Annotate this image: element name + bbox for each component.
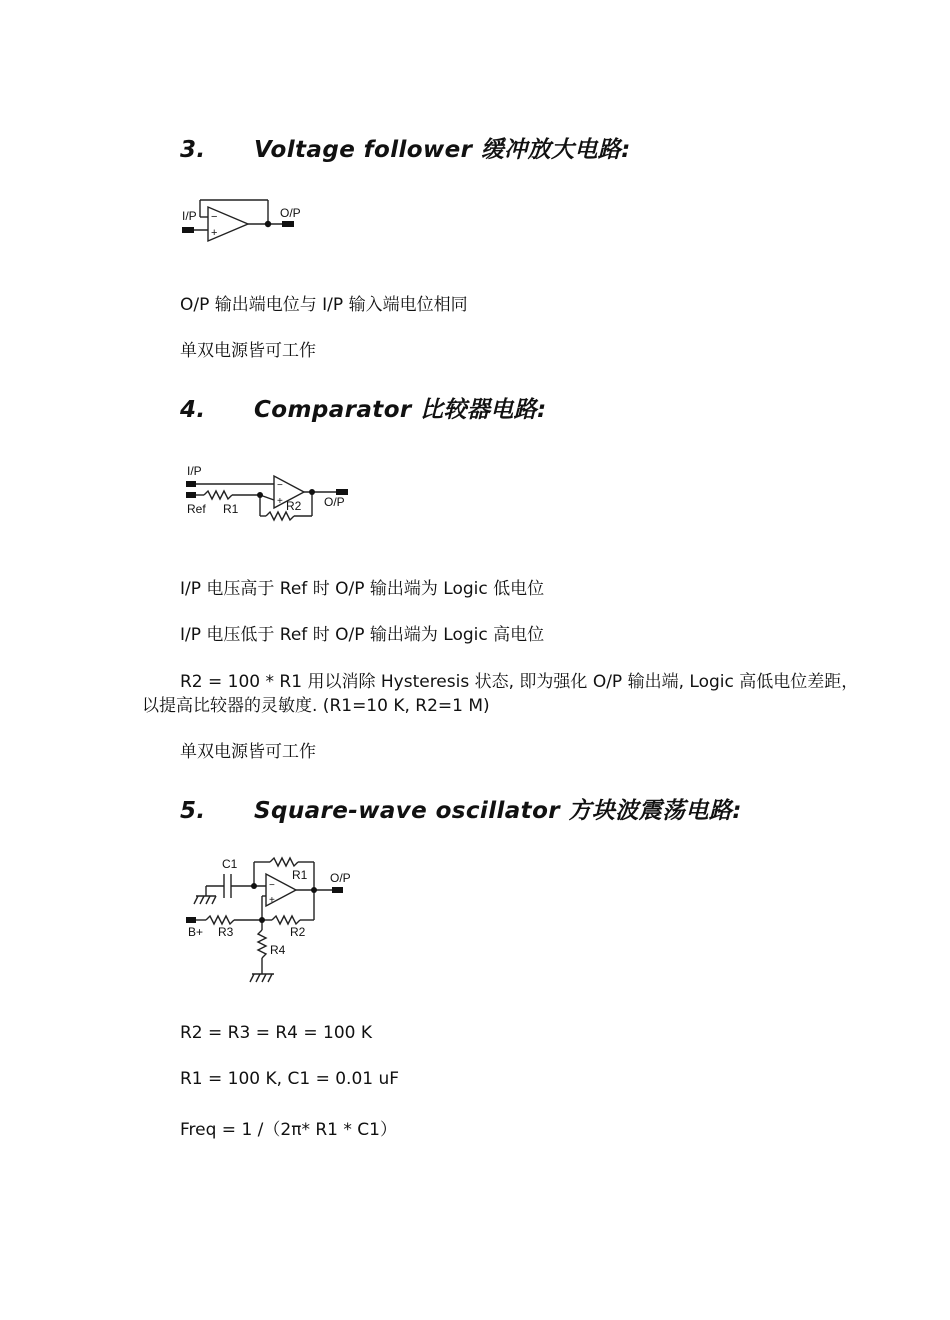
section-5-line-2: R1 = 100 K, C1 = 0.01 uF [180,1069,400,1089]
ref-label: Ref [187,502,206,516]
ip-label: I/P [182,209,197,223]
section-4-line-2: I/P 电压低于 Ref 时 O/P 输出端为 Logic 高电位 [180,625,545,645]
svg-text:+: + [277,496,283,507]
svg-text:−: − [277,480,283,491]
section-3-line-2: 单双电源皆可工作 [180,341,316,361]
r1-label: R1 [223,502,239,516]
r2-label: R2 [290,925,306,939]
ip-label: I/P [187,464,202,478]
op-label: O/P [280,206,301,220]
voltage-follower-diagram [178,195,313,245]
svg-text:−: − [269,880,275,891]
section-4-line-5: 单双电源皆可工作 [180,742,316,762]
bplus-label: B+ [188,925,204,939]
section-3-number: 3. [180,137,206,163]
section-5-number: 5. [180,798,206,824]
section-3-heading [180,131,631,164]
svg-text:−: − [211,211,218,223]
section-4-heading [180,391,547,424]
section-4-title: Comparator 比较器电路: [254,397,547,423]
section-5-title: Square-wave oscillator 方块波震荡电路: [254,798,742,824]
section-3-title: Voltage follower 缓冲放大电路: [254,137,631,163]
svg-text:+: + [269,895,275,906]
op-label: O/P [330,871,351,885]
section-5-heading [180,792,742,825]
svg-text:+: + [211,227,218,239]
r2-label: R2 [286,499,302,513]
r4-label: R4 [270,943,286,957]
r1-label: R1 [292,868,308,882]
section-5-line-3: Freq = 1 /（2π* R1 * C1） [180,1120,397,1140]
section-4-line-1: I/P 电压高于 Ref 时 O/P 输出端为 Logic 低电位 [180,579,545,599]
section-3-line-1: O/P 输出端电位与 I/P 输入端电位相同 [180,295,468,315]
c1-label: C1 [222,857,238,871]
comparator-diagram [182,458,357,528]
op-label: O/P [324,495,345,509]
section-4-line-4: 以提高比较器的灵敏度. (R1=10 K, R2=1 M) [142,696,490,716]
section-5-line-1: R2 = R3 = R4 = 100 K [180,1023,373,1043]
square-wave-oscillator-diagram [182,850,362,995]
r3-label: R3 [218,925,234,939]
section-4-line-3: R2 = 100 * R1 用以消除 Hysteresis 状态, 即为强化 O/P 输出端, Logic 高低电位差距， [180,672,859,692]
section-4-number: 4. [180,397,206,423]
